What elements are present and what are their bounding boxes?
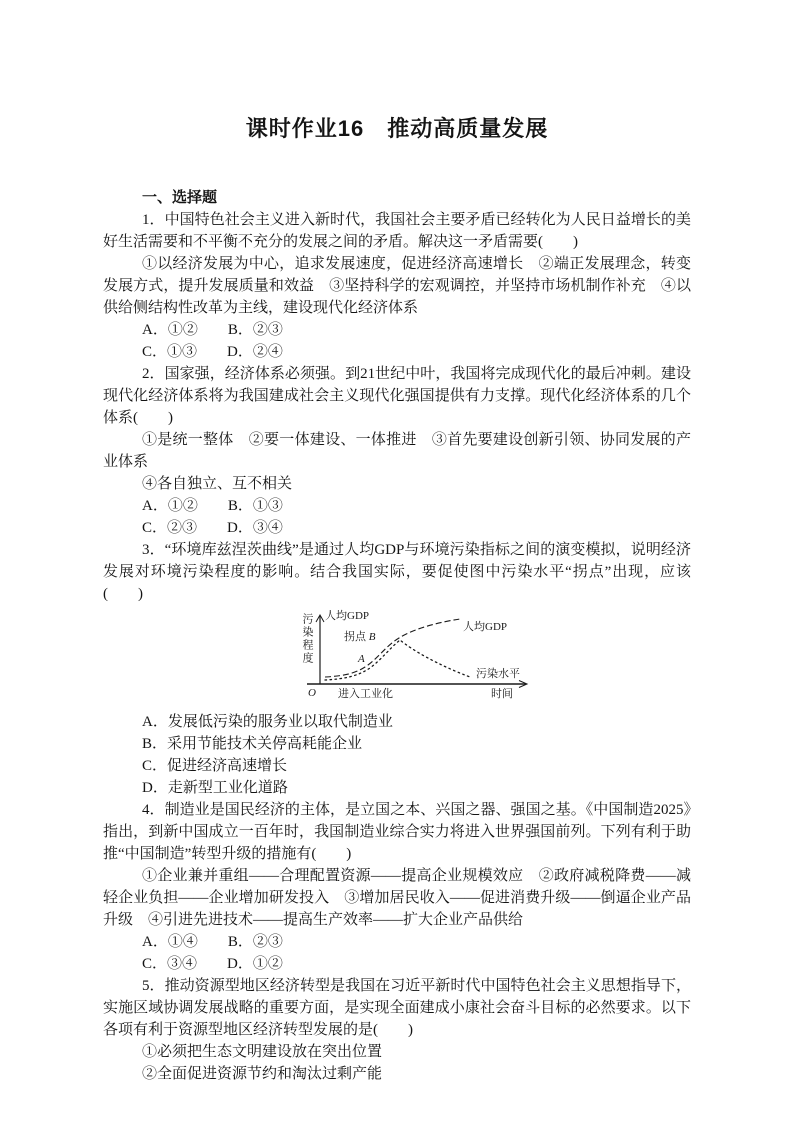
section-heading: 一、选择题 <box>142 189 218 206</box>
question-4-choices: ①企业兼并重组——合理配置资源——提高企业规模效应 ②政府减税降费——减轻企业负担——企业增加研发投入 ③增加居民收入——促进消费升级——倒逼企业产品升级 ④引进先进技术——提高生产效率——扩大企业产品供给 <box>103 868 691 928</box>
chart-turning-point-label: 拐点 B <box>344 631 376 643</box>
question-1-options-ab: A．①② B．②③ <box>142 322 283 338</box>
question-2-options-cd: C．②③ D．③④ <box>142 520 283 536</box>
pollution-curve-label: 污染水平 <box>476 668 520 680</box>
question-5-choices-2: ②全面促进资源节约和淘汰过剩产能 <box>142 1066 383 1082</box>
worksheet-content <box>103 187 691 1085</box>
question-3-option-b: B．采用节能技术关停高耗能企业 <box>142 736 363 752</box>
question-3-stem: 3．“环境库兹涅茨曲线”是通过人均GDP与环境污染指标之间的演变模拟，说明经济发展对环境污染程度的影响。结合我国实际，要促使图中污染水平“拐点”出现，应该( ) <box>103 542 691 602</box>
point-a-label: A <box>358 653 365 665</box>
question-3-option-d: D．走新型工业化道路 <box>142 780 288 796</box>
chart-x-axis-label: 时间 <box>491 688 513 700</box>
question-4-options-cd: C．③④ D．①② <box>142 956 283 972</box>
question-2-options-ab: A．①② B．①③ <box>142 498 283 514</box>
question-5-choices-1: ①必须把生态文明建设放在突出位置 <box>142 1044 383 1060</box>
chart-y-axis-label: 污染程度 <box>301 613 313 665</box>
question-2-stem: 2．国家强，经济体系必须强。到21世纪中叶，我国将完成现代化的最后冲刺。建设现代化经济体系将为我国建成社会主义现代化强国提供有力支撑。现代化经济体系的几个体系( ) <box>103 366 691 426</box>
question-1-options-cd: C．①③ D．②④ <box>142 344 283 360</box>
question-2-choices-1: ①是统一整体 ②要一体建设、一体推进 ③首先要建设创新引领、协同发展的产业体系 <box>103 432 691 470</box>
question-1-stem: 1．中国特色社会主义进入新时代，我国社会主要矛盾已经转化为人民日益增长的美好生活需要和不平衡不充分的发展之间的矛盾。解决这一矛盾需要( ) <box>103 212 691 250</box>
question-5-stem: 5．推动资源型地区经济转型是我国在习近平新时代中国特色社会主义思想指导下，实施区域协调发展战略的重要方面，是实现全面建成小康社会奋斗目标的必然要求。以下各项有利于资源型地区经济转型发展的是( ) <box>103 978 691 1038</box>
question-1-choices: ①以经济发展为中心，追求发展速度，促进经济高速增长 ②端正发展理念，转变发展方式，提升发展质量和效益 ③坚持科学的宏观调控，并坚持市场机制作补充 ④以供给侧结构性改革为主线，建设现代化经济体系 <box>103 256 691 316</box>
question-3-option-c: C．促进经济高速增长 <box>142 758 288 774</box>
kuznets-curve-figure <box>300 610 530 704</box>
gdp-curve <box>325 619 460 677</box>
point-b-label: B <box>368 631 376 643</box>
question-4-options-ab: A．①④ B．②③ <box>142 934 283 950</box>
question-3-option-a: A．发展低污染的服务业以取代制造业 <box>142 714 393 730</box>
question-4-stem: 4．制造业是国民经济的主体，是立国之本、兴国之器、强国之基。《中国制造2025》指出，到新中国成立一百年时，我国制造业综合实力将进入世界强国前列。下列有利于助推“中国制造”转型升级的措施有( ) <box>103 802 691 862</box>
chart-y-top-label: 人均GDP <box>325 610 370 622</box>
page-title: 课时作业16 推动高质量发展 <box>245 116 549 141</box>
question-2-choices-2: ④各自独立、互不相关 <box>142 476 293 492</box>
chart-x-mid-label: 进入工业化 <box>338 688 393 700</box>
origin-label: O <box>308 687 316 699</box>
gdp-curve-label: 人均GDP <box>463 621 508 633</box>
